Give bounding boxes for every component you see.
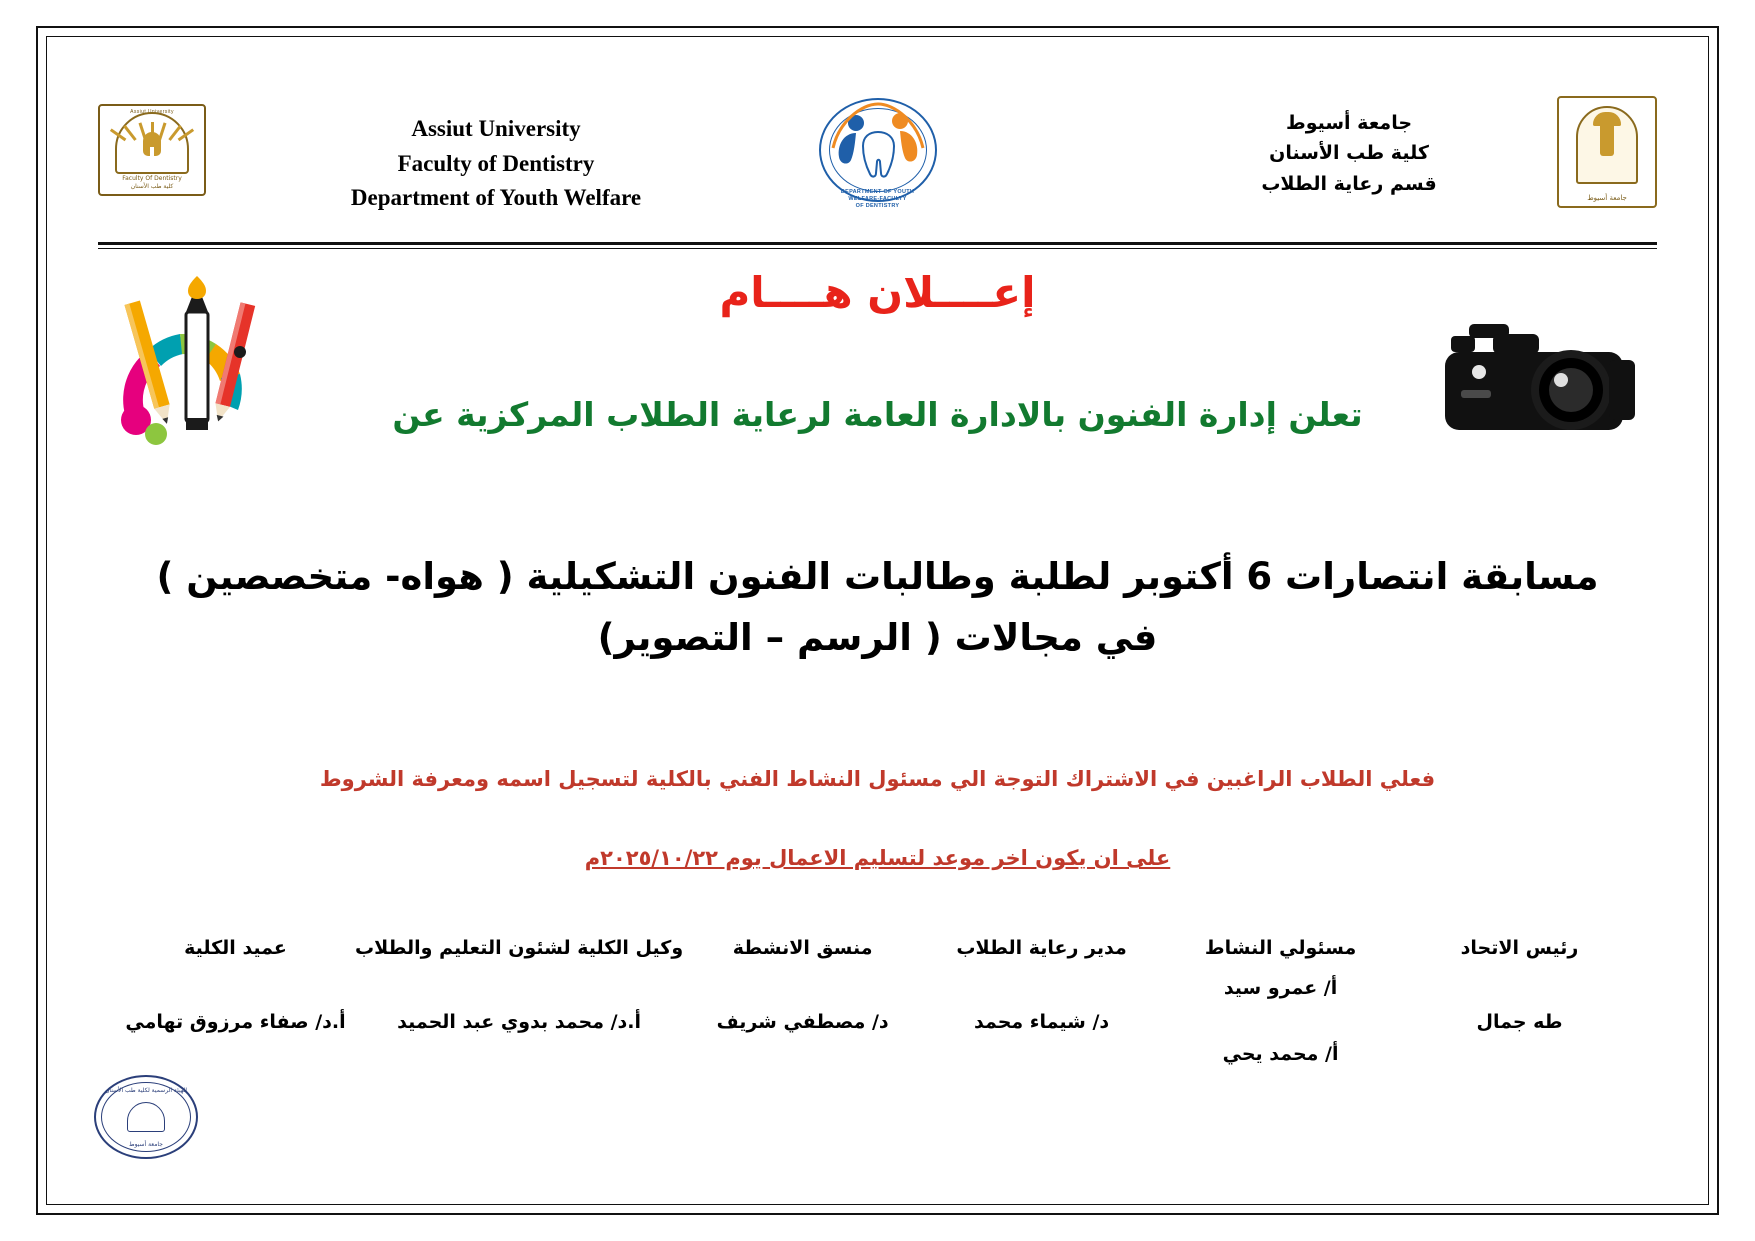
signatory-activity-officers <box>1161 936 1400 1069</box>
header-ar-line-1: جامعة أسيوط <box>1285 112 1413 134</box>
signatory-name: أ/ عمرو سيد <box>1223 976 1338 999</box>
signatory-title: مسئولي النشاط <box>1204 937 1357 959</box>
signatories-section <box>116 936 1639 1069</box>
announcer-line: تعلن إدارة الفنون بالادارة العامة لرعاية الطلاب المركزية عن <box>392 395 1363 434</box>
participation-note: فعلي الطلاب الراغبين في الاشتراك التوجة الي مسئول النشاط الفني بالكلية لتسجيل اسمه ومعرفة الشروط <box>319 767 1436 791</box>
signatory-name: د/ شيماء محمد <box>974 1010 1110 1033</box>
right-logo-caption: جامعة أسيوط <box>1587 194 1627 202</box>
signatory-name: أ.د/ محمد بدوي عبد الحميد <box>397 1010 641 1033</box>
signatory-name: طه جمال <box>1476 1010 1563 1033</box>
camera-icon <box>1439 294 1659 454</box>
left-logo-ring-text: Assiut University <box>130 109 174 115</box>
important-announcement-title: إعــــلان هــــام <box>719 268 1036 317</box>
stamp-bottom-text: جامعة أسيوط <box>129 1141 163 1148</box>
emblem-label-line-2: WELFARE-FACULTY <box>848 196 907 203</box>
official-stamp <box>94 1075 198 1159</box>
youth-welfare-dentistry-emblem-icon <box>803 88 953 212</box>
signatory-student-welfare-director <box>922 936 1161 1036</box>
signatories-row <box>116 936 1639 1069</box>
poster-header <box>56 46 1699 210</box>
header-divider <box>98 242 1657 245</box>
signatory-dean <box>116 936 355 1036</box>
header-english-block <box>246 112 746 216</box>
assiut-university-logo-icon <box>1557 96 1657 208</box>
header-en-line-3: Department of Youth Welfare <box>350 185 642 210</box>
signatory-title: رئيس الاتحاد <box>1460 937 1579 959</box>
emblem-label-line-3: OF DENTISTRY <box>855 203 900 210</box>
signatory-title: منسق الانشطة <box>732 937 873 959</box>
competition-headline-line-2: في مجالات ( الرسم – التصوير) <box>597 616 1158 660</box>
signatory-title: مدير رعاية الطلاب <box>956 937 1127 959</box>
left-logo-caption-en: Faculty Of Dentistry <box>122 175 182 182</box>
header-en-line-2: Faculty of Dentistry <box>397 150 595 176</box>
competition-headline-line-1: مسابقة انتصارات 6 أكتوبر لطلبة وطالبات الفنون التشكيلية ( هواه- متخصصين ) <box>156 555 1599 598</box>
tooth-icon <box>143 132 161 156</box>
signatory-name: أ.د/ صفاء مرزوق تهامي <box>125 1010 346 1033</box>
signatory-title: عميد الكلية <box>184 937 287 959</box>
header-en-line-1: Assiut University <box>411 116 581 141</box>
emblem-label-line-1: DEPARTMENT OF YOUTH <box>840 189 915 196</box>
poster-content <box>56 46 1699 1195</box>
signatory-name: د/ مصطفي شريف <box>716 1010 889 1033</box>
stamp-top-text: الهيئة الرسمية لكلية طب الأسنان <box>104 1087 188 1094</box>
submission-deadline: على ان يكون اخر موعد لتسليم الاعمال يوم ٢٠٢٥/١٠/٢٢م <box>584 846 1171 870</box>
signatory-title: وكيل الكلية لشئون التعليم والطلاب <box>354 937 684 959</box>
assiut-university-dentistry-logo-icon <box>98 104 206 196</box>
left-logo-caption-ar: كلية طب الأسنان <box>130 182 174 190</box>
signatory-vice-dean <box>355 936 683 1036</box>
signatory-union-head <box>1400 936 1639 1036</box>
header-arabic-block <box>1184 108 1514 199</box>
competition-headline <box>116 546 1639 668</box>
header-ar-line-2: كلية طب الأسنان <box>1269 142 1429 165</box>
signatory-activities-coordinator <box>683 936 922 1036</box>
signatory-name: أ/ محمد يحي <box>1222 1043 1339 1066</box>
header-ar-line-3: قسم رعاية الطلاب <box>1261 172 1437 195</box>
